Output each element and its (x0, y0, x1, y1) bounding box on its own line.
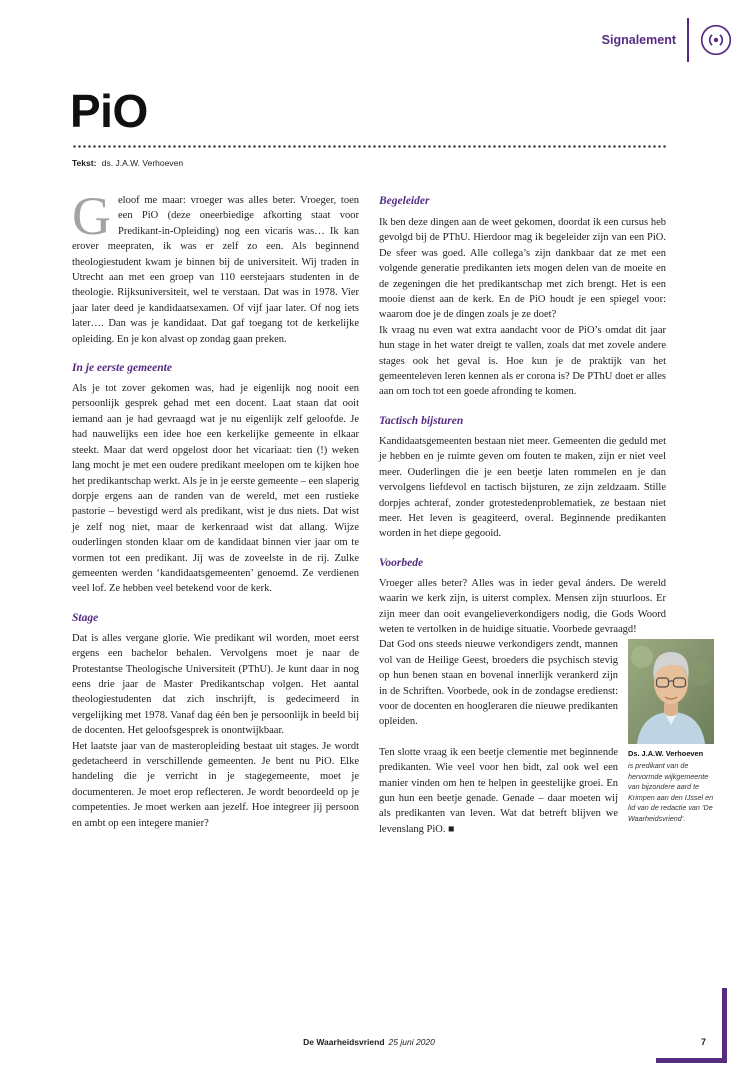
section-heading-tactisch-bijsturen: Tactisch bijsturen (379, 414, 464, 427)
author-box (628, 639, 714, 824)
author-name: Ds. J.A.W. Verhoeven (628, 749, 704, 759)
section-heading-voorbede: Voorbede (379, 556, 424, 569)
masthead-divider (687, 18, 689, 62)
corner-mark-horizontal (656, 1058, 727, 1063)
intro-paragraph (72, 186, 359, 347)
section-heading-eerste-gemeente: In je eerste gemeente (72, 362, 172, 375)
dotted-rule (72, 145, 666, 148)
section-heading-stage: Stage (72, 611, 99, 624)
paragraph: Het laatste jaar van de masteropleiding bestaat uit stages. Je wordt gedetacheerd in verschillende gemeenten. Je bent nu PiO. Elke handeling die je verricht in je stagegemeente, moet je documenteren. Je moet erop reflecteren. Je wordt beoordeeld op je competenties. Je moet werken aan jezelf. Hoe integreer jij persoon en ambt op een integere manier? (72, 740, 359, 829)
dropcap: G (72, 186, 111, 246)
byline (72, 158, 183, 168)
paragraph: Ik vraag nu even wat extra aandacht voor de PiO’s omdat dit jaar hun stage in het water dreigt te vallen, zoals dat met zovele andere stages ook het geval is. Hoe kun je de praktijk van het gemeenteleven leren kennen als er corona is? De PThU doet er alles aan om toch tot een goede afronding te komen. (379, 324, 666, 398)
footer-date: 25 juni 2020 (388, 1037, 435, 1047)
paragraph: Kandidaatsgemeenten bestaan niet meer. Gemeenten die geduld met je hebben en je ruimte geven om fouten te maken, zijn er niet veel meer. Ouderlingen die je een beetje laten rommelen en je dan vervolgens liefdevol en tactisch bijsturen, ze zijn zeldzaam. Stille dorpjes achteraf, zonder grotestedenproblematiek, ze bestaan niet meer. Het leven is geagiteerd, overal. Beginnende predikanten worden in het diepe gegooid. (379, 435, 666, 540)
article-body (72, 186, 714, 837)
page-title: PiO (70, 85, 148, 137)
intro-text: eloof me maar: vroeger was alles beter. Vroeger, toen een PiO (deze oneerbiedige afkorting staat voor Predikant-in-Opleiding) nog een vicaris was… Ik kan erover meepraten, ik was er zelf zo een. Als beginnend theologiestudent kwam je binnen bij de universiteit. Wij traden in Utrecht aan met een groep van 110 eerstejaars studenten in de theologie. Rijksuniversiteit, wel te verstaan. Dat was in 1978. Vier jaar later deed je kandidaatsexamen. Of vijf jaar later. Of nog iets later…. Dan was je kandidaat. Dat gaf toegang tot de kerkelijke opleiding. En je kon alvast op zondag gaan preken. (72, 195, 359, 345)
rubric-label: Signalement (601, 33, 676, 47)
masthead (602, 18, 732, 62)
closing-paragraph: Ten slotte vraag ik een beetje clementie met beginnende predikanten. Wie veel voor hen bidt, zal ook wel een manier vinden om hen te helpen in geestelijke groei. En gun hun een beetje genade. Genade – daar moeten wij als predikanten van leven. Wat dat betreft blijven we levenslang PiO. ■ (379, 746, 618, 835)
footer-magazine-title: De Waarheidsvriend (303, 1037, 385, 1047)
byline-prefix: Tekst: (72, 158, 97, 168)
broadcast-icon (700, 24, 732, 56)
footer (0, 1037, 738, 1047)
paragraph: Vroeger alles beter? Alles was in ieder geval ánders. De wereld waarin we kerk zijn, is uiterst complex. Mensen zijn stuurloos. Er zijn meer dan ooit evangelieverkondigers nodig, die Gods Woord weten te vertolken in de huidige situatie. Voorbede gevraagd! (379, 577, 666, 635)
author-bio: is predikant van de hervormde wijkgemeente van bijzondere aard te Krimpen aan den IJssel en lid van de redactie van ‘De Waarheidsvriend’. (628, 761, 714, 823)
page-number: 7 (700, 1037, 706, 1047)
paragraph: Als je tot zover gekomen was, had je eigenlijk nog nooit een persoonlijk gesprek gehad met een docent. Laat staan dat ooit iemand aan je had gevraagd wat je nu eigenlijk zelf geloofde. Je had nauwelijks een idee hoe een kerkelijke gemeente in elkaar steekt. Maar dat werd opgelost door het vicariaat: tien (!) weken lang mocht je met een oudere predikant meelopen om te kijken hoe het predikantschap werkt. Als je in je eerste gemeente – een slaperig dorpje ergens aan de randen van de wereld, met een rustieke pastorie – bevestigd werd als predikant, wist je dus niets. Dat wist je zelf nog niet, maar de kerkenraad wist dat allang. Wijze ouderlingen stonden klaar om de kandidaat binnen vier jaar om te vormen tot een predikant. Jij was de zoveelste in de rij. Zulke gemeenten werden ‘kandidaatsgemeenten’ genoemd. Ze verdienen veel lof. Ze hebben veel betekend voor de kerk. (72, 383, 359, 595)
corner-mark-vertical (722, 988, 727, 1063)
paragraph: Dat is alles vergane glorie. Wie predikant wil worden, moet eerst ergens een bachelor behalen. Vervolgens moet je naar de Protestantse Theologische Universiteit (PThU). Je kunt daar in nog eens drie jaar de Master Predikantschap volgen. Het aantal theologiestudenten dat zich inschrijft, is gedecimeerd in vergelijking met 1978. Vanaf dag één ben je persoonlijk in beeld bij de docenten. Het geloofsgesprek is onontwijkbaar. (72, 632, 359, 737)
author-photo (628, 639, 714, 744)
byline-author: ds. J.A.W. Verhoeven (101, 158, 184, 168)
column-right (379, 193, 714, 837)
section-heading-begeleider: Begeleider (379, 195, 430, 207)
paragraph: Ik ben deze dingen aan de weet gekomen, doordat ik een cursus heb gevolgd bij de PThU. Hierdoor mag ik begeleider zijn van een PiO. De sfeer was goed. Alle collega’s zijn dankbaar dat ze met een volgende generatie predikanten iets mogen delen van de moeite en de zegeningen die het predikantschap met zich brengt. Het is een mooie dienst aan de kerk. En de PiO houdt je een spiegel voor: waarom doe je de dingen zoals je ze doet? (379, 217, 666, 321)
paragraph: Dat God ons steeds nieuwe verkondigers zendt, mannen vol van de Heilige Geest, broeders die psychisch stevig op hun benen staan en bovenal innerlijk verankerd zijn in de Schriften. Voorbede, ook in de zondagse eredienst: voor de docenten en hoogleraren die nieuwe predikanten opleiden. (379, 639, 618, 728)
column-left (72, 186, 359, 837)
